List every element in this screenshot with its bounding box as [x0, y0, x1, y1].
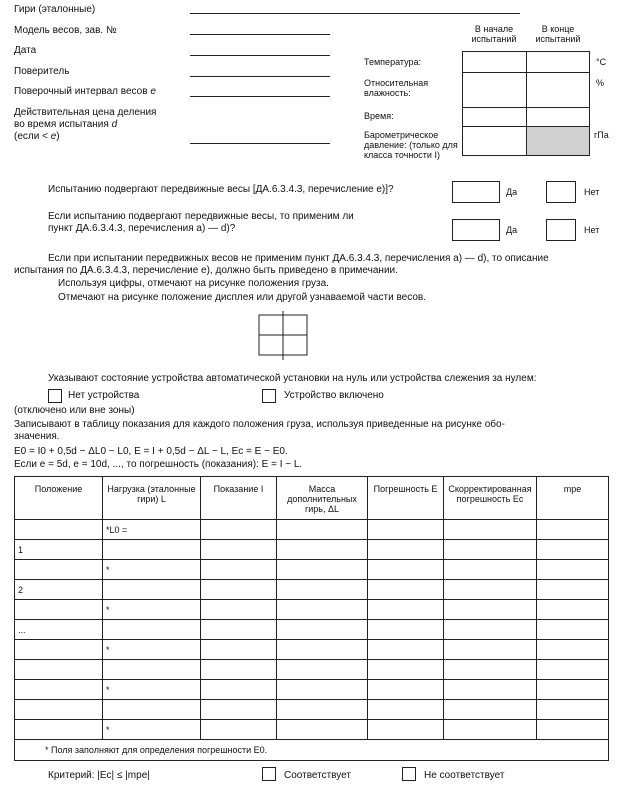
cond-cell-temp-start[interactable]	[462, 51, 527, 73]
th-additional-mass: Масса дополнительных гирь, ΔL	[277, 477, 368, 520]
table-cell[interactable]	[201, 680, 277, 700]
record-condition: Если e = 5d, e = 10d, ..., то погрешность (показания): E = I − L.	[14, 459, 303, 470]
criterion-pass-checkbox[interactable]	[262, 767, 276, 781]
table-cell[interactable]	[444, 720, 537, 740]
note-positions: Используя цифры, отмечают на рисунке положения груза.	[58, 278, 329, 289]
field-label-interval: Поверочный интервал весов e	[14, 86, 156, 97]
table-cell[interactable]	[368, 700, 444, 720]
table-cell[interactable]	[368, 720, 444, 740]
table-cell[interactable]	[201, 580, 277, 600]
table-cell[interactable]	[537, 640, 609, 660]
q1-no-label: Нет	[584, 187, 600, 197]
table-cell[interactable]	[444, 660, 537, 680]
table-cell[interactable]	[537, 540, 609, 560]
q2-no-checkbox[interactable]	[546, 219, 576, 241]
question-applicable: Если испытанию подвергают передвижные весы, то применим ли пункт ДА.6.3.4.3, перечисления а) — d)?	[48, 211, 354, 234]
table-cell[interactable]	[444, 580, 537, 600]
cell-position[interactable]: 1	[15, 540, 103, 560]
criterion-fail-label: Не соответствует	[424, 770, 505, 781]
cell-position[interactable]	[15, 700, 103, 720]
zero-none-checkbox[interactable]	[48, 389, 62, 403]
table-footnote: * Поля заполняют для определения погрешности E0.	[15, 740, 609, 761]
table-cell[interactable]	[201, 540, 277, 560]
th-error: Погрешность E	[368, 477, 444, 520]
cell-load[interactable]	[103, 620, 201, 640]
cond-cell-time-start[interactable]	[462, 107, 527, 127]
table-cell[interactable]	[201, 700, 277, 720]
table-cell[interactable]	[368, 580, 444, 600]
th-indication: Показание I	[201, 477, 277, 520]
cell-load[interactable]	[103, 660, 201, 680]
field-label-model: Модель весов, зав. №	[14, 25, 117, 36]
table-row	[15, 540, 609, 560]
zero-none-note: (отключено или вне зоны)	[14, 405, 135, 416]
zero-on-label: Устройство включено	[284, 390, 384, 401]
table-row	[15, 520, 609, 540]
field-label-weights: Гири (эталонные)	[14, 4, 96, 15]
col-end-header: В конце испытаний	[535, 24, 581, 44]
table-cell[interactable]	[444, 520, 537, 540]
table-header-row	[15, 477, 609, 520]
col-start-header: В начале испытаний	[471, 24, 517, 44]
note-display: Отмечают на рисунке положение дисплея или другой узнаваемой части весов.	[58, 292, 426, 303]
th-corrected-error: Скорректированная погрешность Ec	[444, 477, 537, 520]
note-mobile-test: Если при испытании передвижных весов не применим пункт ДА.6.3.4.3, перечисления а) — d), то описание	[48, 253, 549, 264]
table-cell[interactable]	[444, 600, 537, 620]
table-cell[interactable]	[277, 580, 368, 600]
table-cell[interactable]	[537, 520, 609, 540]
table-cell[interactable]	[368, 640, 444, 660]
cell-position[interactable]	[15, 600, 103, 620]
table-cell[interactable]	[537, 660, 609, 680]
cond-label-time: Время:	[364, 111, 394, 121]
table-cell[interactable]	[201, 640, 277, 660]
note-mobile-test-2: испытания по ДА.6.3.4.3, перечисление е), должно быть приведено в примечании.	[14, 265, 398, 276]
cond-cell-press-start[interactable]	[462, 126, 527, 156]
q2-yes-checkbox[interactable]	[452, 219, 500, 241]
field-line-division[interactable]	[190, 143, 330, 144]
q1-yes-label: Да	[506, 187, 518, 197]
cell-position[interactable]	[15, 640, 103, 660]
table-row	[15, 660, 609, 680]
field-label-inspector: Поверитель	[14, 66, 70, 77]
cond-cell-temp-end[interactable]	[526, 51, 590, 73]
table-cell[interactable]	[277, 620, 368, 640]
q1-no-checkbox[interactable]	[546, 181, 576, 203]
cell-load[interactable]: *	[103, 640, 201, 660]
cond-unit-pressure: гПа	[594, 130, 609, 140]
q2-no-label: Нет	[584, 225, 600, 235]
results-table	[14, 476, 609, 761]
zero-on-checkbox[interactable]	[262, 389, 276, 403]
table-cell[interactable]	[444, 560, 537, 580]
table-cell[interactable]	[537, 720, 609, 740]
cond-cell-hum-end[interactable]	[526, 72, 590, 108]
zero-none-label: Нет устройства	[68, 390, 140, 401]
table-row	[15, 600, 609, 620]
table-cell[interactable]	[368, 540, 444, 560]
cond-label-pressure: Барометрическое давление: (только для класса точности I)	[364, 130, 458, 160]
field-line-inspector[interactable]	[190, 76, 330, 77]
zero-device-title: Указывают состояние устройства автоматической установки на нуль или устройства слежения за нулем:	[48, 373, 537, 384]
table-cell[interactable]	[201, 620, 277, 640]
table-cell[interactable]	[537, 560, 609, 580]
table-cell[interactable]	[201, 520, 277, 540]
cond-label-humidity: Относительная влажность:	[364, 78, 429, 98]
cell-position[interactable]	[15, 660, 103, 680]
table-cell[interactable]	[277, 600, 368, 620]
table-row	[15, 640, 609, 660]
cond-unit-humidity: %	[596, 78, 605, 88]
table-cell[interactable]	[201, 560, 277, 580]
cell-load[interactable]: *	[103, 600, 201, 620]
table-cell[interactable]	[368, 660, 444, 680]
table-cell[interactable]	[444, 620, 537, 640]
th-load: Нагрузка (эталонные гири) L	[103, 477, 201, 520]
table-cell[interactable]	[537, 680, 609, 700]
table-cell[interactable]	[277, 680, 368, 700]
criterion-pass-label: Соответствует	[284, 770, 351, 781]
table-cell[interactable]	[368, 520, 444, 540]
table-cell[interactable]	[368, 600, 444, 620]
table-cell[interactable]	[444, 680, 537, 700]
table-row	[15, 580, 609, 600]
table-row	[15, 720, 609, 740]
table-cell[interactable]	[444, 540, 537, 560]
field-label-date: Дата	[14, 45, 37, 56]
cell-position[interactable]	[15, 520, 103, 540]
field-line-weights[interactable]	[190, 13, 520, 14]
cell-position[interactable]	[15, 560, 103, 580]
table-cell[interactable]	[537, 700, 609, 720]
criterion-label: Критерий: |Ec| ≤ |mpe|	[48, 770, 150, 781]
table-cell[interactable]	[201, 720, 277, 740]
cell-load[interactable]	[103, 580, 201, 600]
table-cell[interactable]	[537, 580, 609, 600]
table-cell[interactable]	[277, 720, 368, 740]
cond-cell-press-end	[526, 126, 590, 156]
cell-load[interactable]: *	[103, 560, 201, 580]
cell-position[interactable]: ...	[15, 620, 103, 640]
cell-position[interactable]: 2	[15, 580, 103, 600]
table-cell[interactable]	[277, 700, 368, 720]
question-mobile: Испытанию подвергают передвижные весы [ДА.6.3.4.3, перечисление е)]?	[48, 184, 394, 195]
table-cell[interactable]	[537, 600, 609, 620]
cell-position[interactable]	[15, 720, 103, 740]
table-cell[interactable]	[537, 620, 609, 640]
table-cell[interactable]	[277, 640, 368, 660]
field-line-date[interactable]	[190, 55, 330, 56]
table-cell[interactable]	[368, 560, 444, 580]
cell-load[interactable]	[103, 540, 201, 560]
table-row	[15, 560, 609, 580]
table-row	[15, 680, 609, 700]
cell-load[interactable]: *L0 =	[103, 520, 201, 540]
th-mpe: mpe	[537, 477, 609, 520]
cond-label-temperature: Температура:	[364, 57, 422, 67]
cond-cell-time-end[interactable]	[526, 107, 590, 127]
record-instruction: Записывают в таблицу показания для каждого положения груза, используя приведенные на рисунке обо- значения.	[14, 419, 505, 442]
table-row	[15, 620, 609, 640]
table-cell[interactable]	[444, 640, 537, 660]
table-cell[interactable]	[277, 660, 368, 680]
cell-load[interactable]	[103, 700, 201, 720]
table-cell[interactable]	[368, 680, 444, 700]
record-formula: E0 = I0 + 0,5d − ΔL0 − L0, E = I + 0,5d − ΔL − L, Ec = E − E0.	[14, 446, 288, 457]
table-cell[interactable]	[444, 700, 537, 720]
field-label-division: Действительная цена деления во время испытания d (если < e)	[14, 107, 157, 142]
cond-cell-hum-start[interactable]	[462, 72, 527, 108]
table-cell[interactable]	[368, 620, 444, 640]
cell-load[interactable]: *	[103, 680, 201, 700]
table-cell[interactable]	[201, 600, 277, 620]
th-position: Положение	[15, 477, 103, 520]
table-cell[interactable]	[277, 560, 368, 580]
table-cell[interactable]	[201, 660, 277, 680]
cond-unit-temperature: °С	[596, 57, 607, 67]
criterion-fail-checkbox[interactable]	[402, 767, 416, 781]
q2-yes-label: Да	[506, 225, 518, 235]
table-cell[interactable]	[277, 540, 368, 560]
cell-position[interactable]	[15, 680, 103, 700]
load-position-diagram[interactable]	[258, 310, 310, 362]
table-cell[interactable]	[277, 520, 368, 540]
table-row	[15, 700, 609, 720]
field-line-model[interactable]	[190, 34, 330, 35]
field-line-interval[interactable]	[190, 96, 330, 97]
q1-yes-checkbox[interactable]	[452, 181, 500, 203]
table-footnote-row	[15, 740, 609, 761]
cell-load[interactable]: *	[103, 720, 201, 740]
